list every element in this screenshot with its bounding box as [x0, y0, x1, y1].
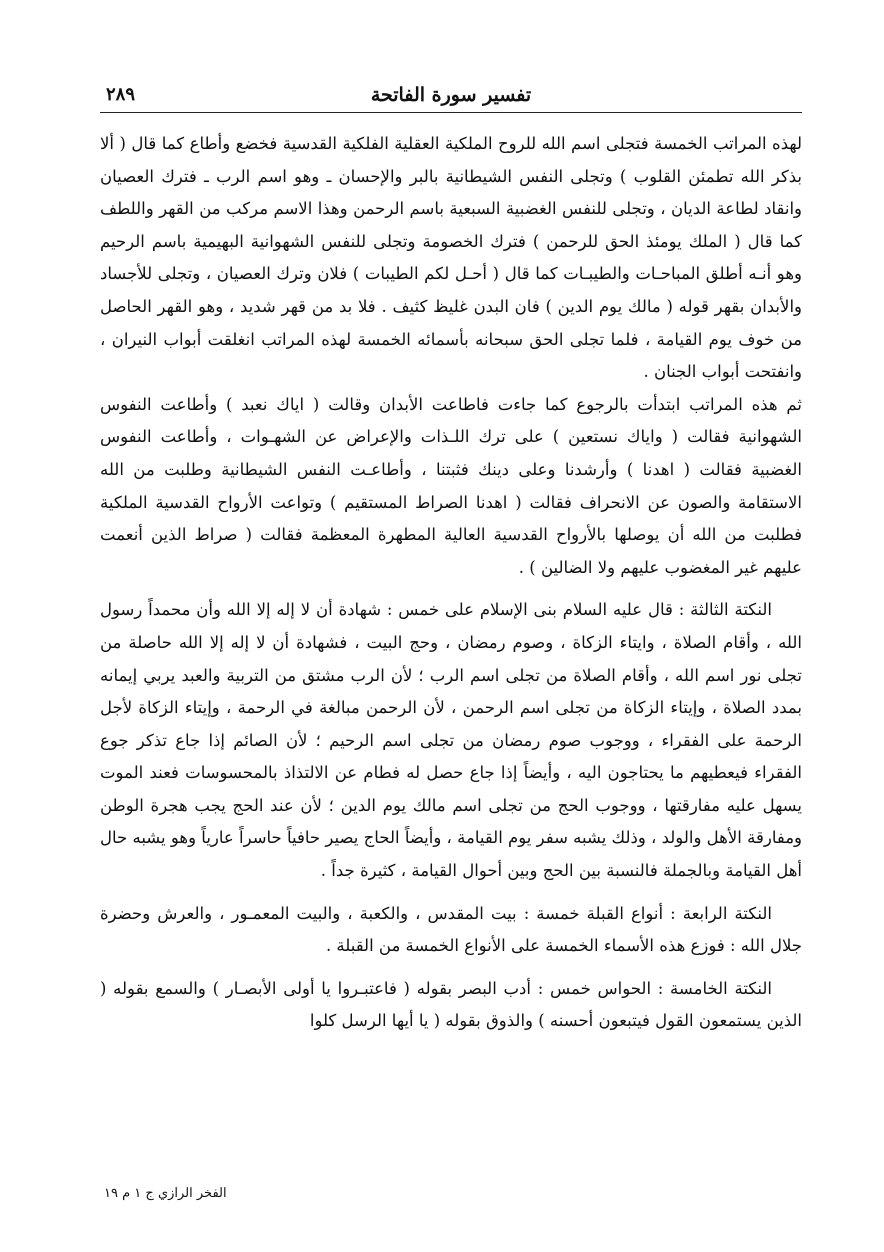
paragraph-2: ثم هذه المراتب ابتدأت بالرجوع كما جاءت فاطاعت الأبدان وقالت ( اياك نعبد ) وأطاعت النفوس الشهوانية فقالت ( واياك نستعين ) على ترك اللـذات والإعراض عن الشهـوات ، وأطاعت النفوس الغضبية فقالت ( اهدنا ) وأرشدنا وعلى دينك فثبتنا ، وأطاعـت النفس الشيطانية وطلبت من الله الاستقامة والصون عن الانحراف فقالت ( اهدنا الصراط المستقيم ) وتواعت الأرواح القدسية الملكية فطلبت من الله أن يوصلها بالأرواح القدسية العالية المطهرة المعظمة فقالت ( صراط الذين أنعمت عليهم غير المغضوب عليهم ولا الضالين ) .: [100, 394, 802, 577]
page-footer: الفخر الرازي ج ١ م ١٩: [104, 1186, 227, 1201]
paragraph-4: النكتة الرابعة : أنواع القبلة خمسة : بيت المقدس ، والكعبة ، والبيت المعمـور ، والعرش وحضرة جلال الله : فوزع هذه الأسماء الخمسة على الأنواع الخمسة من القبلة .: [100, 903, 802, 956]
book-page: [100, 78, 802, 1238]
page-body: [100, 128, 802, 1038]
paragraph-3: النكتة الثالثة : قال عليه السلام بنى الإسلام على خمس : شهادة أن لا إله إلا الله وأن محمداً رسول الله ، وأقام الصلاة ، وايتاء الزكاة ، وصوم رمضان ، وحج البيت ، فشهادة أن لا إله إلا الله حاصلة من تجلى نور اسم الله ، وأقام الصلاة من تجلى اسم الرب ؛ لأن الرب مشتق من التربية والعبد يربي إيمانه بمدد الصلاة ، وإيتاء الزكاة من تجلى اسم الرحمن ، لأن الرحمن مبالغة في الرحمة ، وإيتاء الزكاة لأجل الرحمة على الفقراء ، ووجوب صوم رمضان من تجلى اسم الرحيم ؛ لأن الصائم إذا جاع تذكر جوع الفقراء فيعطيهم ما يحتاجون اليه ، وأيضاً إذا جاع حصل له فطام عن الالتذاذ بالمحسوسات فعند الموت يسهل عليه مفارقتها ، ووجوب الحج من تجلى اسم مالك يوم الدين ؛ لأن عند الحج يجب هجرة الوطن ومفارقة الأهل والولد ، وذلك يشبه سفر يوم القيامة ، وأيضاً الحاج يصير حافياً حاسراً عارياً وهو يشبه حال أهل القيامة وبالجملة فالنسبة بين الحج وبين أحوال القيامة ، كثيرة جداً .: [100, 600, 802, 881]
running-header: [100, 78, 802, 113]
page-number: ٢٨٩: [106, 84, 136, 105]
paragraph-5: النكتة الخامسة : الحواس خمس : أدب البصر بقوله ( فاعتبـروا يا أولى الأبصـار ) والسمع بقوله ( الذين يستمعون القول فيتبعون أحسنه ) والذوق بقوله ( يا أيها الرسل كلوا: [100, 978, 802, 1031]
paragraph-1: لهذه المراتب الخمسة فتجلى اسم الله للروح الملكية العقلية الفلكية القدسية فخضع وأطاع كما قال ( ألا بذكر الله تطمئن القلوب ) وتجلى النفس الشيطانية بالبر والإحسان ـ وهو اسم الرب ـ فترك العصيان وانقاد لطاعة الديان ، وتجلى للنفس الغضبية السبعية باسم الرحمن وهذا الاسم مركب من القهر واللطف كما قال ( الملك يومئذ الحق للرحمن ) فترك الخصومة وتجلى للنفس الشهوانية البهيمية باسم الرحيم وهو أنـه أطلق المباحـات والطيبـات كما قال ( أحـل لكم الطيبات ) فلان وترك العصيان ، وتجلى للأجساد والأبدان بقهر قوله ( مالك يوم الدين ) فان البدن غليظ كثيف . فلا بد من قهر شديد ، وهو القهر الحاصل من خوف يوم القيامة ، فلما تجلى الحق سبحانه بأسمائه الخمسة لهذه المراتب انغلقت أبواب النيران ، وانفتحت أبواب الجنان .: [100, 134, 802, 382]
page-title: تفسير سورة الفاتحة: [370, 84, 532, 106]
